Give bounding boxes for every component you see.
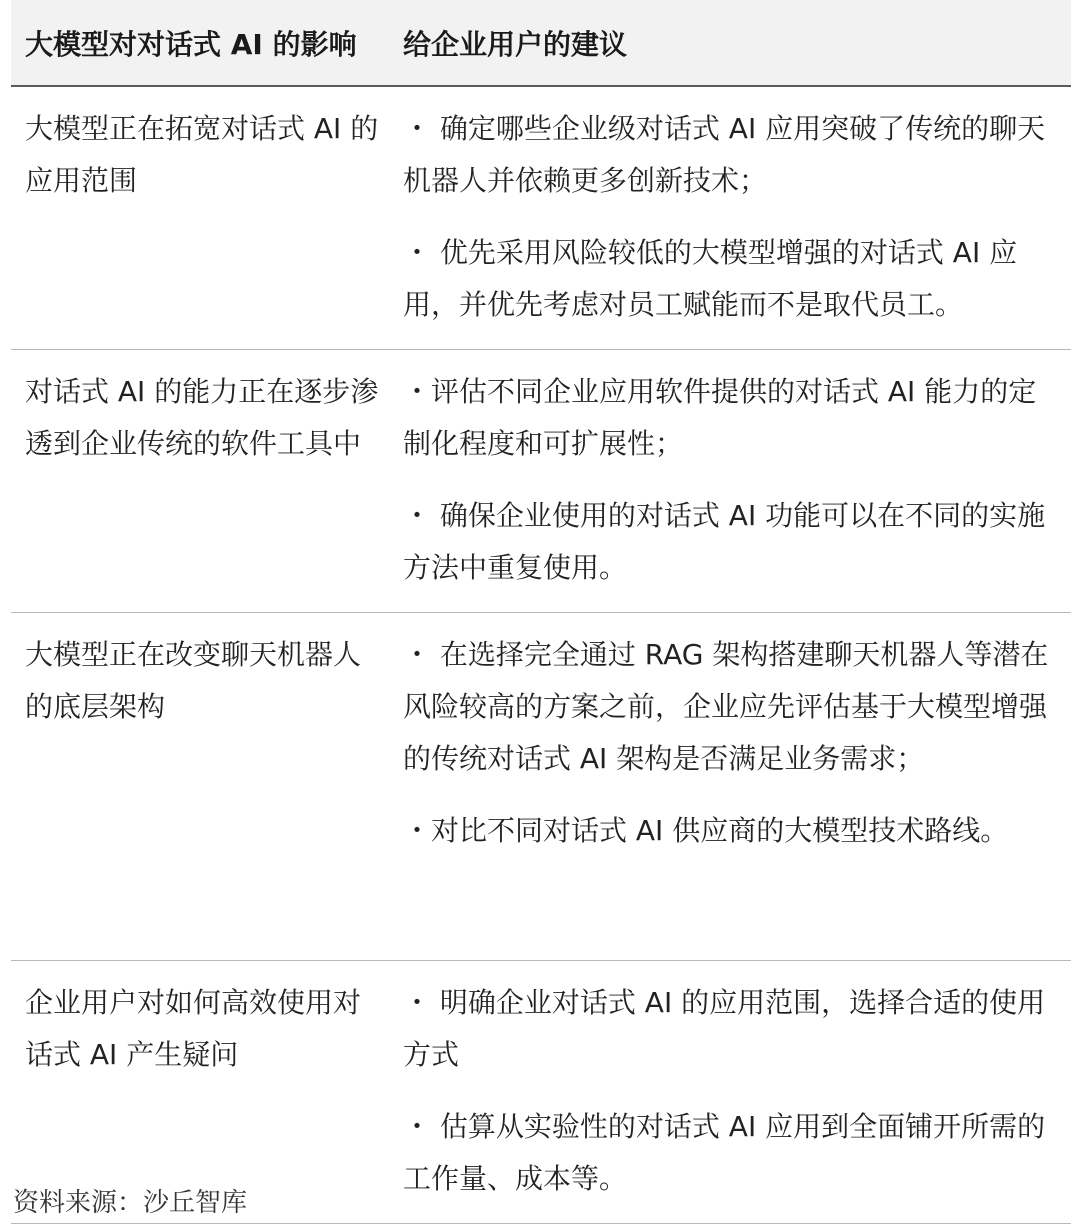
advice-item: ・ 确保企业使用的对话式 AI 功能可以在不同的实施方法中重复使用。 [403,499,1046,584]
advice-item: ・ 优先采用风险较低的大模型增强的对话式 AI 应用，并优先考虑对员工赋能而不是取代员工。 [403,236,1018,321]
table-header-row [11,0,1071,86]
header-advice: 给企业用户的建议 [393,0,1071,86]
advice-cell [393,350,1071,613]
advice-item: ・评估不同企业应用软件提供的对话式 AI 能力的定制化程度和可扩展性； [403,375,1037,460]
impact-cell: 企业用户对如何高效使用对话式 AI 产生疑问 [11,961,393,1224]
impact-cell: 大模型正在拓宽对话式 AI 的应用范围 [11,86,393,350]
table-row [11,613,1071,961]
advice-cell [393,86,1071,350]
advice-item: ・对比不同对话式 AI 供应商的大模型技术路线。 [403,814,1009,847]
impact-advice-table [11,0,1071,1224]
advice-item: ・ 明确企业对话式 AI 的应用范围，选择合适的使用方式 [403,986,1046,1071]
advice-item: ・ 估算从实验性的对话式 AI 应用到全面铺开所需的工作量、成本等。 [403,1110,1046,1195]
advice-item: ・ 在选择完全通过 RAG 架构搭建聊天机器人等潜在风险较高的方案之前，企业应先评估基于大模型增强的传统对话式 AI 架构是否满足业务需求； [403,638,1049,775]
impact-cell: 对话式 AI 的能力正在逐步渗透到企业传统的软件工具中 [11,350,393,613]
table-row [11,86,1071,350]
header-impact: 大模型对对话式 AI 的影响 [11,0,393,86]
source-note: 资料来源：沙丘智库 [13,1188,248,1218]
table-row [11,350,1071,613]
impact-cell: 大模型正在改变聊天机器人的底层架构 [11,613,393,961]
advice-item: ・ 确定哪些企业级对话式 AI 应用突破了传统的聊天机器人并依赖更多创新技术； [403,112,1046,197]
advice-cell [393,613,1071,961]
advice-cell [393,961,1071,1224]
